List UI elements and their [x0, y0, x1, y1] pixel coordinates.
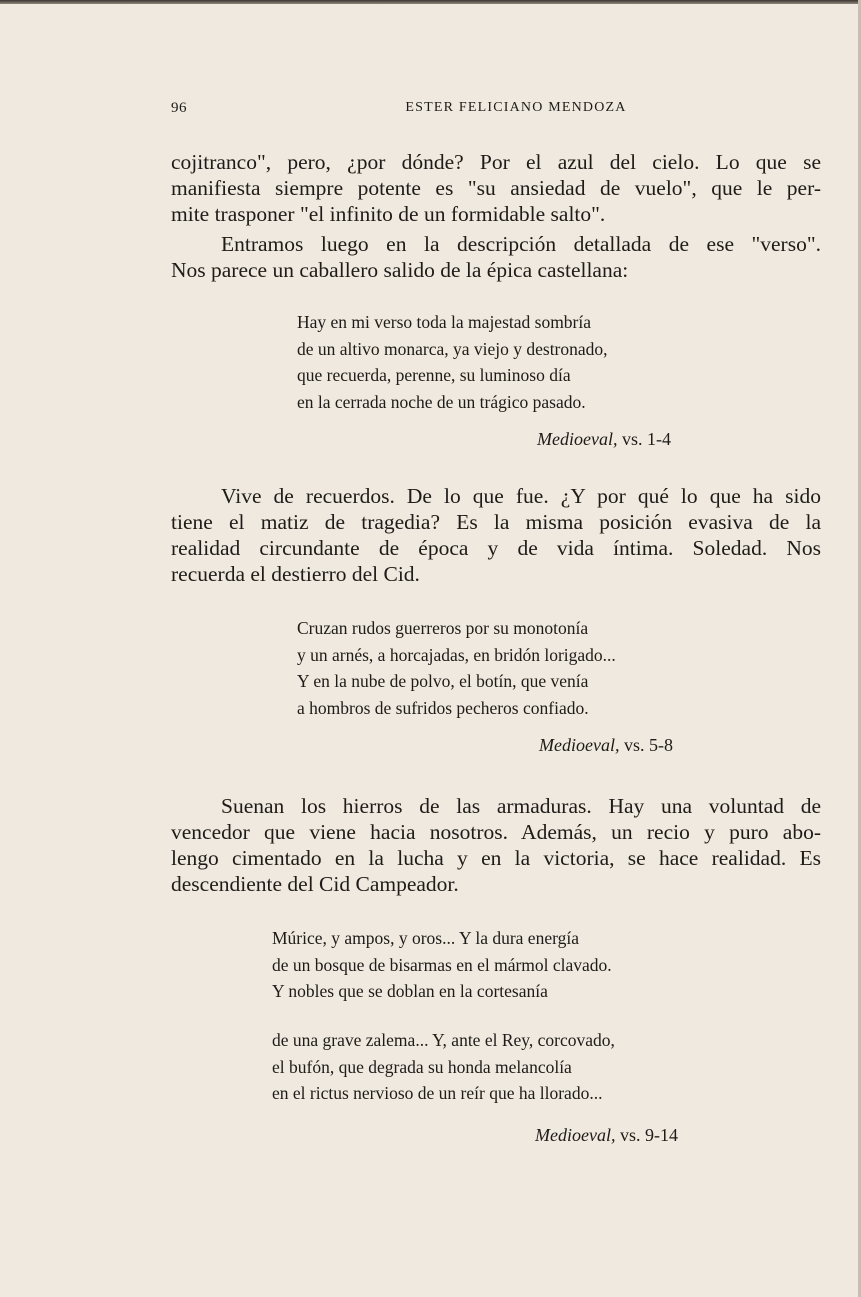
page-top-edge [0, 0, 861, 4]
text-line: descendiente del Cid Campeador. [171, 872, 459, 896]
running-head: ESTER FELICIANO MENDOZA [405, 100, 627, 115]
text-line: vencedor que viene hacia nosotros. Además, un recio y puro abo- [171, 820, 821, 844]
text-line: lengo cimentado en la lucha y en la victoria, se hace realidad. Es [171, 846, 821, 870]
paragraph-2 [171, 231, 821, 283]
verse-line: en la cerrada noche de un trágico pasado. [297, 391, 586, 412]
text-line: Vive de recuerdos. De lo que fue. ¿Y por qué lo que ha sido [221, 484, 821, 508]
text-line: Entramos luego en la descripción detallada de ese "verso". [221, 232, 821, 256]
citation-3 [535, 1125, 678, 1146]
verse-line: Hay en mi verso toda la majestad sombría [297, 312, 592, 332]
verse-line: Cruzan rudos guerreros por su monotonía [297, 618, 589, 638]
verse-line: que recuerda, perenne, su luminoso día [297, 365, 571, 385]
citation-title: Medioeval, [537, 429, 618, 449]
verse-line: a hombros de sufridos pecheros confiado. [297, 697, 589, 718]
paragraph-1 [171, 149, 821, 227]
text-line: mite trasponer "el infinito de un formidable salto". [171, 202, 606, 226]
citation-verses: vs. 9-14 [619, 1125, 678, 1145]
paragraph-4 [171, 793, 821, 897]
citation-verses: vs. 5-8 [623, 735, 673, 755]
text-line: Nos parece un caballero salido de la épica castellana: [171, 258, 629, 282]
verse-quote-2 [297, 615, 616, 721]
text-line: recuerda el destierro del Cid. [171, 562, 420, 586]
verse-line: Múrice, y ampos, y oros... Y la dura energía [272, 928, 579, 948]
verse-line: de un altivo monarca, ya viejo y destronado, [297, 338, 608, 359]
text-line: cojitranco", pero, ¿por dónde? Por el azul del cielo. Lo que se [171, 150, 821, 174]
citation-title: Medioeval, [535, 1125, 616, 1145]
verse-line: el bufón, que degrada su honda melancolía [272, 1056, 572, 1077]
text-line: realidad circundante de época y de vida íntima. Soledad. Nos [171, 536, 821, 560]
citation-1 [537, 429, 671, 450]
verse-line: en el rictus nervioso de un reír que ha llorado... [272, 1083, 603, 1103]
citation-title: Medioeval, [539, 735, 620, 755]
verse-line: y un arnés, a horcajadas, en bridón lorigado... [297, 644, 616, 665]
verse-quote-3a [272, 925, 612, 1005]
verse-line: Y en la nube de polvo, el botín, que venía [297, 671, 589, 691]
text-line: tiene el matiz de tragedia? Es la misma posición evasiva de la [171, 510, 821, 534]
verse-line: Y nobles que se doblan en la cortesanía [272, 981, 548, 1001]
citation-verses: vs. 1-4 [621, 429, 671, 449]
text-line: manifiesta siempre potente es "su ansiedad de vuelo", que le per- [171, 176, 821, 200]
text-line: Suenan los hierros de las armaduras. Hay una voluntad de [221, 794, 821, 818]
citation-2 [539, 735, 673, 756]
verse-line: de una grave zalema... Y, ante el Rey, corcovado, [272, 1030, 615, 1050]
page-number: 96 [171, 100, 187, 116]
verse-quote-3b [272, 1027, 615, 1107]
paragraph-3 [171, 483, 821, 587]
verse-quote-1 [297, 309, 608, 415]
page-header [171, 100, 821, 122]
verse-line: de un bosque de bisarmas en el mármol clavado. [272, 954, 612, 975]
